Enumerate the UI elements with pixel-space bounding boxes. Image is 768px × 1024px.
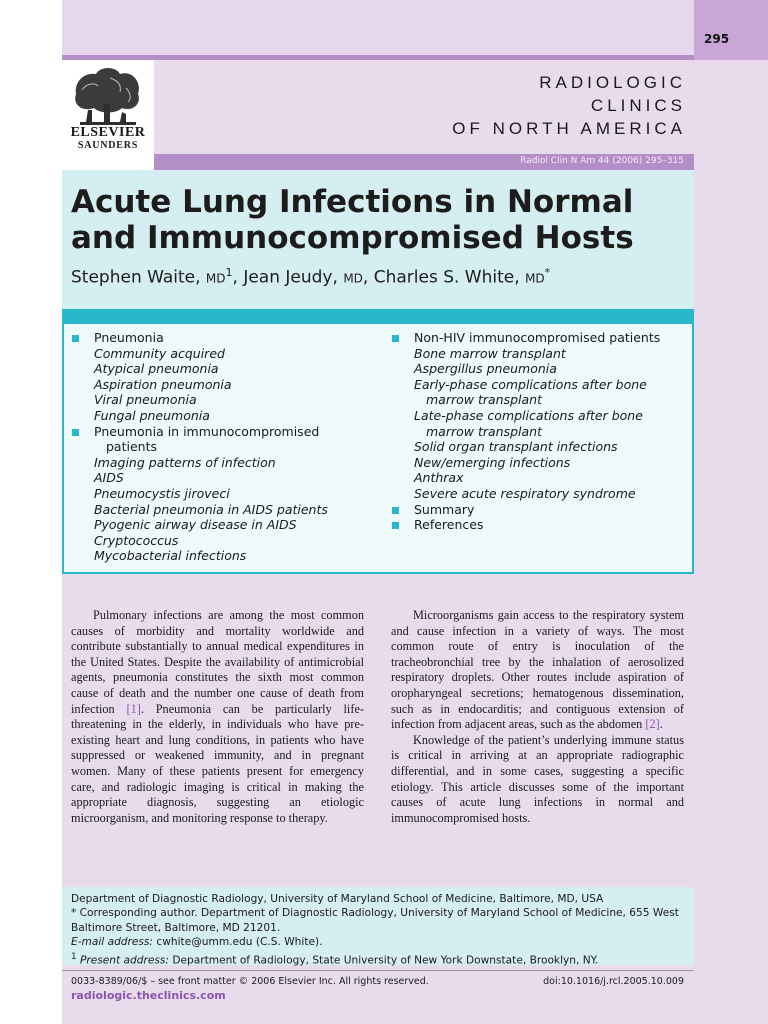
- journal-website-link[interactable]: radiologic.theclinics.com: [71, 989, 226, 1002]
- outline-section-item: Pneumonia: [72, 330, 372, 346]
- reference-link[interactable]: [2]: [645, 717, 660, 732]
- publisher-name: ELSEVIER: [70, 125, 146, 140]
- outline-subsection-item: Pneumocystis jiroveci: [94, 485, 230, 501]
- author-name: Charles S. White,: [373, 267, 520, 288]
- outline-subsection-item: New/emerging infections: [414, 454, 571, 470]
- outline-subsection-item: Severe acute respiratory syndrome: [414, 485, 636, 501]
- outline-subsection-item: Pyogenic airway disease in AIDS: [94, 517, 297, 533]
- outline-subsection-item: AIDS: [94, 470, 124, 486]
- outline-subsection-item: Mycobacterial infections: [94, 548, 247, 564]
- body-paragraph: Knowledge of the patient’s underlying immune status is critical in arriving at an appropriate radiographic differential, and in some cases, suggesting a specific etiology. This article discusses some of the important causes of acute lung infections in normal and immunocompromised hosts.: [391, 732, 684, 825]
- author-degree: MD: [343, 271, 363, 286]
- outline-subsection-item: Fungal pneumonia: [94, 407, 210, 423]
- header-band: [62, 0, 768, 56]
- outline-subsection-item: Aspiration pneumonia: [94, 376, 232, 392]
- email-line: [71, 935, 691, 949]
- body-paragraph: [71, 608, 364, 826]
- author-footnote-mark: 1: [225, 266, 233, 279]
- outline-right-column: [392, 330, 692, 533]
- author-footnote-mark: *: [544, 266, 551, 279]
- outline-subsection-item: Cryptococcus: [94, 532, 179, 548]
- present-address-label: Present address:: [80, 954, 169, 967]
- body-text: Pulmonary infections are among the most common causes of morbidity and mortality worldwide and contribute substantially to annual medical expenditures in the United States. Despite the availability of antimicrobial agents, pneumonia constitutes the sixth most common cause of death and the number one cause of death from infection: [71, 608, 364, 716]
- outline-subsection-item: Community acquired: [94, 345, 225, 361]
- outline-header-bar: [62, 309, 694, 324]
- outline-subsection-item: Viral pneumonia: [94, 392, 197, 408]
- journal-citation: Radiol Clin N Am 44 (2006) 295–315: [520, 156, 684, 166]
- author-name: Stephen Waite,: [71, 267, 201, 288]
- outline-subsection-item: Atypical pneumonia: [94, 361, 219, 377]
- outline-subsection-item: marrow transplant: [426, 392, 542, 408]
- page-number: 295: [704, 32, 730, 46]
- outline-section-item: Summary: [392, 502, 692, 518]
- outline-section-item: Non-HIV immunocompromised patients: [392, 330, 692, 346]
- author-name: Jean Jeudy,: [243, 267, 338, 288]
- outline-section-item: Pneumonia in immunocompromised: [72, 424, 372, 440]
- author-list: Stephen Waite, $MD^1$, Jean Jeudy, MD, Charles S. White, MD*: [71, 266, 551, 288]
- body-column-left: [71, 608, 364, 826]
- outline-subsection-item: patients: [106, 439, 157, 455]
- present-address: Department of Radiology, State University of New York Downstate, Brooklyn, NY.: [172, 954, 599, 967]
- present-address-note: [71, 950, 691, 968]
- elsevier-tree-icon: [70, 64, 144, 126]
- body-column-right: [391, 608, 684, 826]
- outline-subsection-item: Aspergillus pneumonia: [414, 361, 557, 377]
- outline-subsection-item: Early-phase complications after bone: [414, 376, 647, 392]
- footer-rule: [62, 970, 694, 971]
- outline-subsection-item: Imaging patterns of infection: [94, 454, 276, 470]
- body-text: . Pneumonia can be particularly life-threatening in the elderly, in individuals who have pre-existing heart and lung conditions, in patients who have suppressed or weakened immunity, and in pregnant women. Many of these patients present for emergency care, and radiologic imaging is critical in making the appropriate diagnosis, suggesting an etiologic microorganism, and monitoring response to therapy.: [71, 701, 365, 825]
- corresponding-author-note: * Corresponding author. Department of Diagnostic Radiology, University of Maryland School of Medicine, 655 West Baltimore Street, Baltimore, MD 21201.: [71, 907, 679, 934]
- footnote-mark: 1: [71, 951, 77, 962]
- publisher-imprint: SAUNDERS: [77, 140, 139, 151]
- body-text: Microorganisms gain access to the respiratory system and cause infection in a variety of ways. The most common route of entry is inoculation of the tracheobronchial tree by the inhalation of aerosolized respiratory droplets. Other routes include aspiration of oropharyngeal secretions; hematogenous dissemination, such as in endocarditis; and contiguous extension of infection from adjacent areas, such as the abdomen: [391, 608, 684, 732]
- outline-subsection-item: Bacterial pneumonia in AIDS patients: [94, 501, 328, 517]
- outline-subsection-item: Bone marrow transplant: [414, 345, 566, 361]
- body-text: .: [659, 717, 663, 732]
- outline-subsection-item: Solid organ transplant infections: [414, 439, 618, 455]
- body-paragraph: [391, 608, 684, 733]
- outline-subsection-item: Late-phase complications after bone: [414, 407, 643, 423]
- journal-title-line2: CLINICS: [590, 96, 686, 115]
- email-label: E-mail address:: [71, 936, 154, 949]
- outline-subsection-item: marrow transplant: [426, 423, 542, 439]
- outline-subsection-item: Anthrax: [414, 470, 464, 486]
- reference-link[interactable]: [1]: [126, 701, 141, 716]
- journal-title-line3: OF NORTH AMERICA: [452, 119, 686, 138]
- copyright-notice: 0033-8389/06/$ – see front matter © 2006 Elsevier Inc. All rights reserved.: [71, 976, 429, 987]
- header-rule: [62, 55, 694, 60]
- author-degree: MD: [525, 271, 545, 286]
- outline-left-column: [72, 330, 372, 564]
- outline-section-item: References: [392, 517, 692, 533]
- affiliation-department: Department of Diagnostic Radiology, University of Maryland School of Medicine, Baltimore, MD, USA: [71, 893, 604, 905]
- page-number-tab: [694, 0, 768, 60]
- author-degree: MD: [205, 271, 226, 286]
- doi: doi:10.1016/j.rcl.2005.10.009: [543, 976, 684, 987]
- journal-title-line1: RADIOLOGIC: [539, 73, 686, 92]
- affiliations: [71, 892, 691, 968]
- article-title: Acute Lung Infections in Normal and Immunocompromised Hosts: [71, 184, 634, 256]
- email-address[interactable]: cwhite@umm.edu (C.S. White).: [156, 936, 323, 949]
